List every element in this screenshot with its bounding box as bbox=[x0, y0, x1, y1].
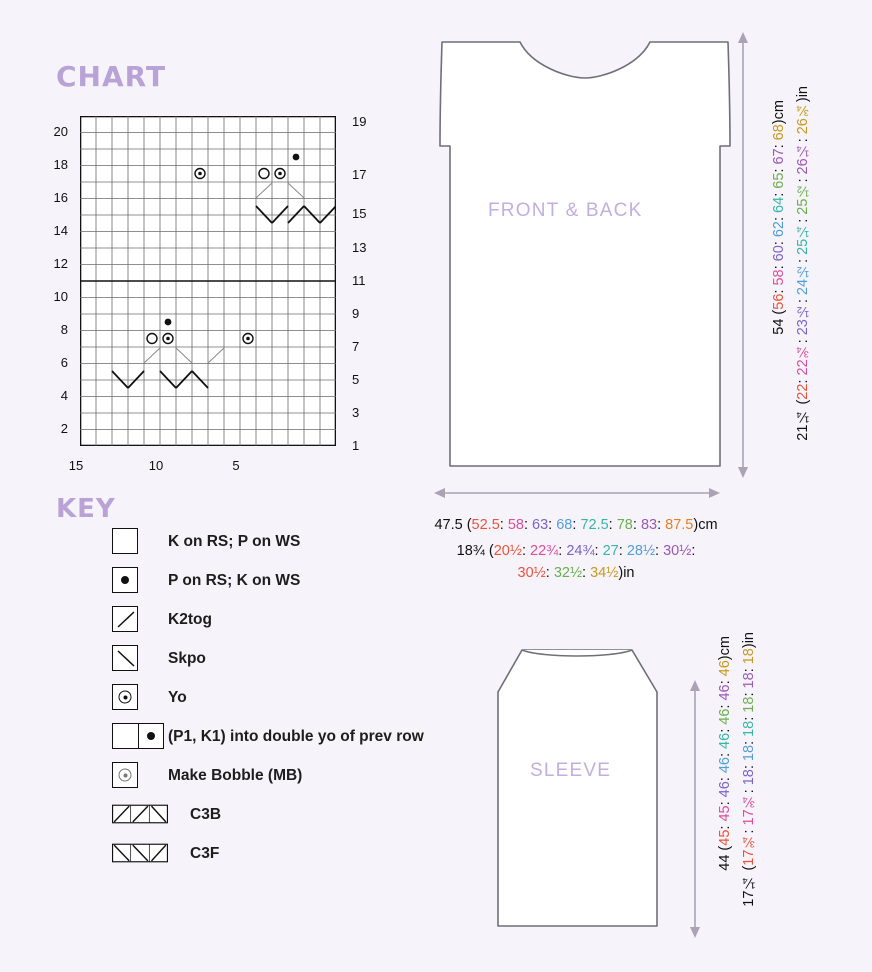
key-symbol-blank-box bbox=[112, 528, 168, 554]
key-item-c3f bbox=[112, 840, 492, 868]
key-item-skpo bbox=[112, 645, 492, 673]
key-symbol-c3b-box bbox=[112, 801, 168, 827]
chart-row-number-right: 15 bbox=[352, 206, 367, 221]
key-item-double-yo bbox=[112, 723, 492, 751]
chart-row-number-left: 8 bbox=[60, 322, 68, 337]
key-label: K on RS; P on WS bbox=[168, 533, 301, 550]
chart-row-number-left: 20 bbox=[53, 124, 68, 139]
knitting-chart bbox=[53, 114, 367, 473]
chart-row-number-right: 11 bbox=[352, 273, 366, 288]
chart-row-number-right: 13 bbox=[352, 240, 367, 255]
front-back-diagram bbox=[420, 26, 750, 486]
front-back-width-arrow bbox=[432, 482, 722, 504]
chart-row-number-right: 3 bbox=[352, 405, 360, 420]
front-back-width-cm: 47.5 (52.5: 58: 63: 68: 72.5: 78: 83: 87.5)cm bbox=[434, 517, 718, 533]
chart-row-number-left: 6 bbox=[60, 355, 68, 370]
key-label: C3B bbox=[190, 806, 222, 823]
chart-row-number-left: 12 bbox=[53, 256, 68, 271]
chart-row-number-right: 7 bbox=[352, 339, 360, 354]
key-label: K2tog bbox=[168, 611, 212, 628]
chart-row-number-left: 10 bbox=[53, 289, 68, 304]
sleeve-height-cm: 44 (45: 45: 46: 46: 46: 46: 46: 46)cm bbox=[717, 636, 733, 871]
key-label: Skpo bbox=[168, 650, 206, 667]
sleeve-height-in: 17¼ (17¾: 17¾: 18: 18: 18: 18: 18: 18)in bbox=[741, 632, 757, 907]
chart-row-number-left: 14 bbox=[53, 223, 68, 238]
key-item-k2tog bbox=[112, 606, 492, 634]
chart-title: CHART bbox=[56, 60, 167, 93]
key-symbol-c3f-box bbox=[112, 840, 168, 866]
front-back-height-arrow bbox=[730, 30, 756, 480]
chart-row-number-left: 4 bbox=[60, 388, 68, 403]
chart-row-number-right: 5 bbox=[352, 372, 360, 387]
chart-column-number: 15 bbox=[68, 458, 84, 473]
front-back-height-cm: 54 (56: 58: 60: 62: 64: 65: 67: 68)cm bbox=[771, 100, 787, 335]
key-label: (P1, K1) into double yo of prev row bbox=[168, 728, 424, 745]
chart-row-number-right: 17 bbox=[352, 167, 367, 182]
front-back-width-in: 18¾ (20½: 22¾: 24¾: 27: 28½: 30½: 30½: 32½: 34½)in bbox=[456, 543, 696, 581]
chart-row-number-left: 18 bbox=[53, 157, 68, 172]
key-label: Yo bbox=[168, 689, 187, 706]
key-item-c3b bbox=[112, 801, 492, 829]
key-symbol-k2tog-box bbox=[112, 606, 168, 632]
key-symbol-dot-box bbox=[112, 567, 168, 593]
sleeve-diagram bbox=[452, 636, 702, 946]
key-symbol-bobble-box bbox=[112, 762, 168, 788]
key-symbol-double-yo-box bbox=[112, 723, 168, 749]
front-back-label: FRONT & BACK bbox=[488, 200, 643, 221]
key-symbol-yo-box bbox=[112, 684, 168, 710]
key-item-yo bbox=[112, 684, 492, 712]
key-item-make-bobble bbox=[112, 762, 492, 790]
key-label: Make Bobble (MB) bbox=[168, 767, 303, 784]
chart-column-number: 10 bbox=[148, 458, 164, 473]
key-symbol-skpo-box bbox=[112, 645, 168, 671]
key-title: KEY bbox=[56, 494, 116, 524]
sleeve-height-arrow bbox=[682, 678, 708, 940]
chart-row-number-right: 19 bbox=[352, 114, 367, 129]
chart-row-number-left: 16 bbox=[53, 190, 68, 205]
front-back-height-in: 21¼ (22: 22¾: 23½: 24½: 25¼: 25½: 26¼: 26¾)in bbox=[795, 86, 811, 441]
key-label: C3F bbox=[190, 845, 220, 862]
chart-grid-svg bbox=[80, 116, 336, 446]
key-label: P on RS; K on WS bbox=[168, 572, 301, 589]
chart-row-number-right: 9 bbox=[352, 306, 360, 321]
chart-column-number: 5 bbox=[232, 458, 240, 473]
chart-row-number-right: 1 bbox=[352, 438, 360, 453]
chart-row-number-left: 2 bbox=[60, 421, 68, 436]
sleeve-label: SLEEVE bbox=[530, 760, 612, 781]
